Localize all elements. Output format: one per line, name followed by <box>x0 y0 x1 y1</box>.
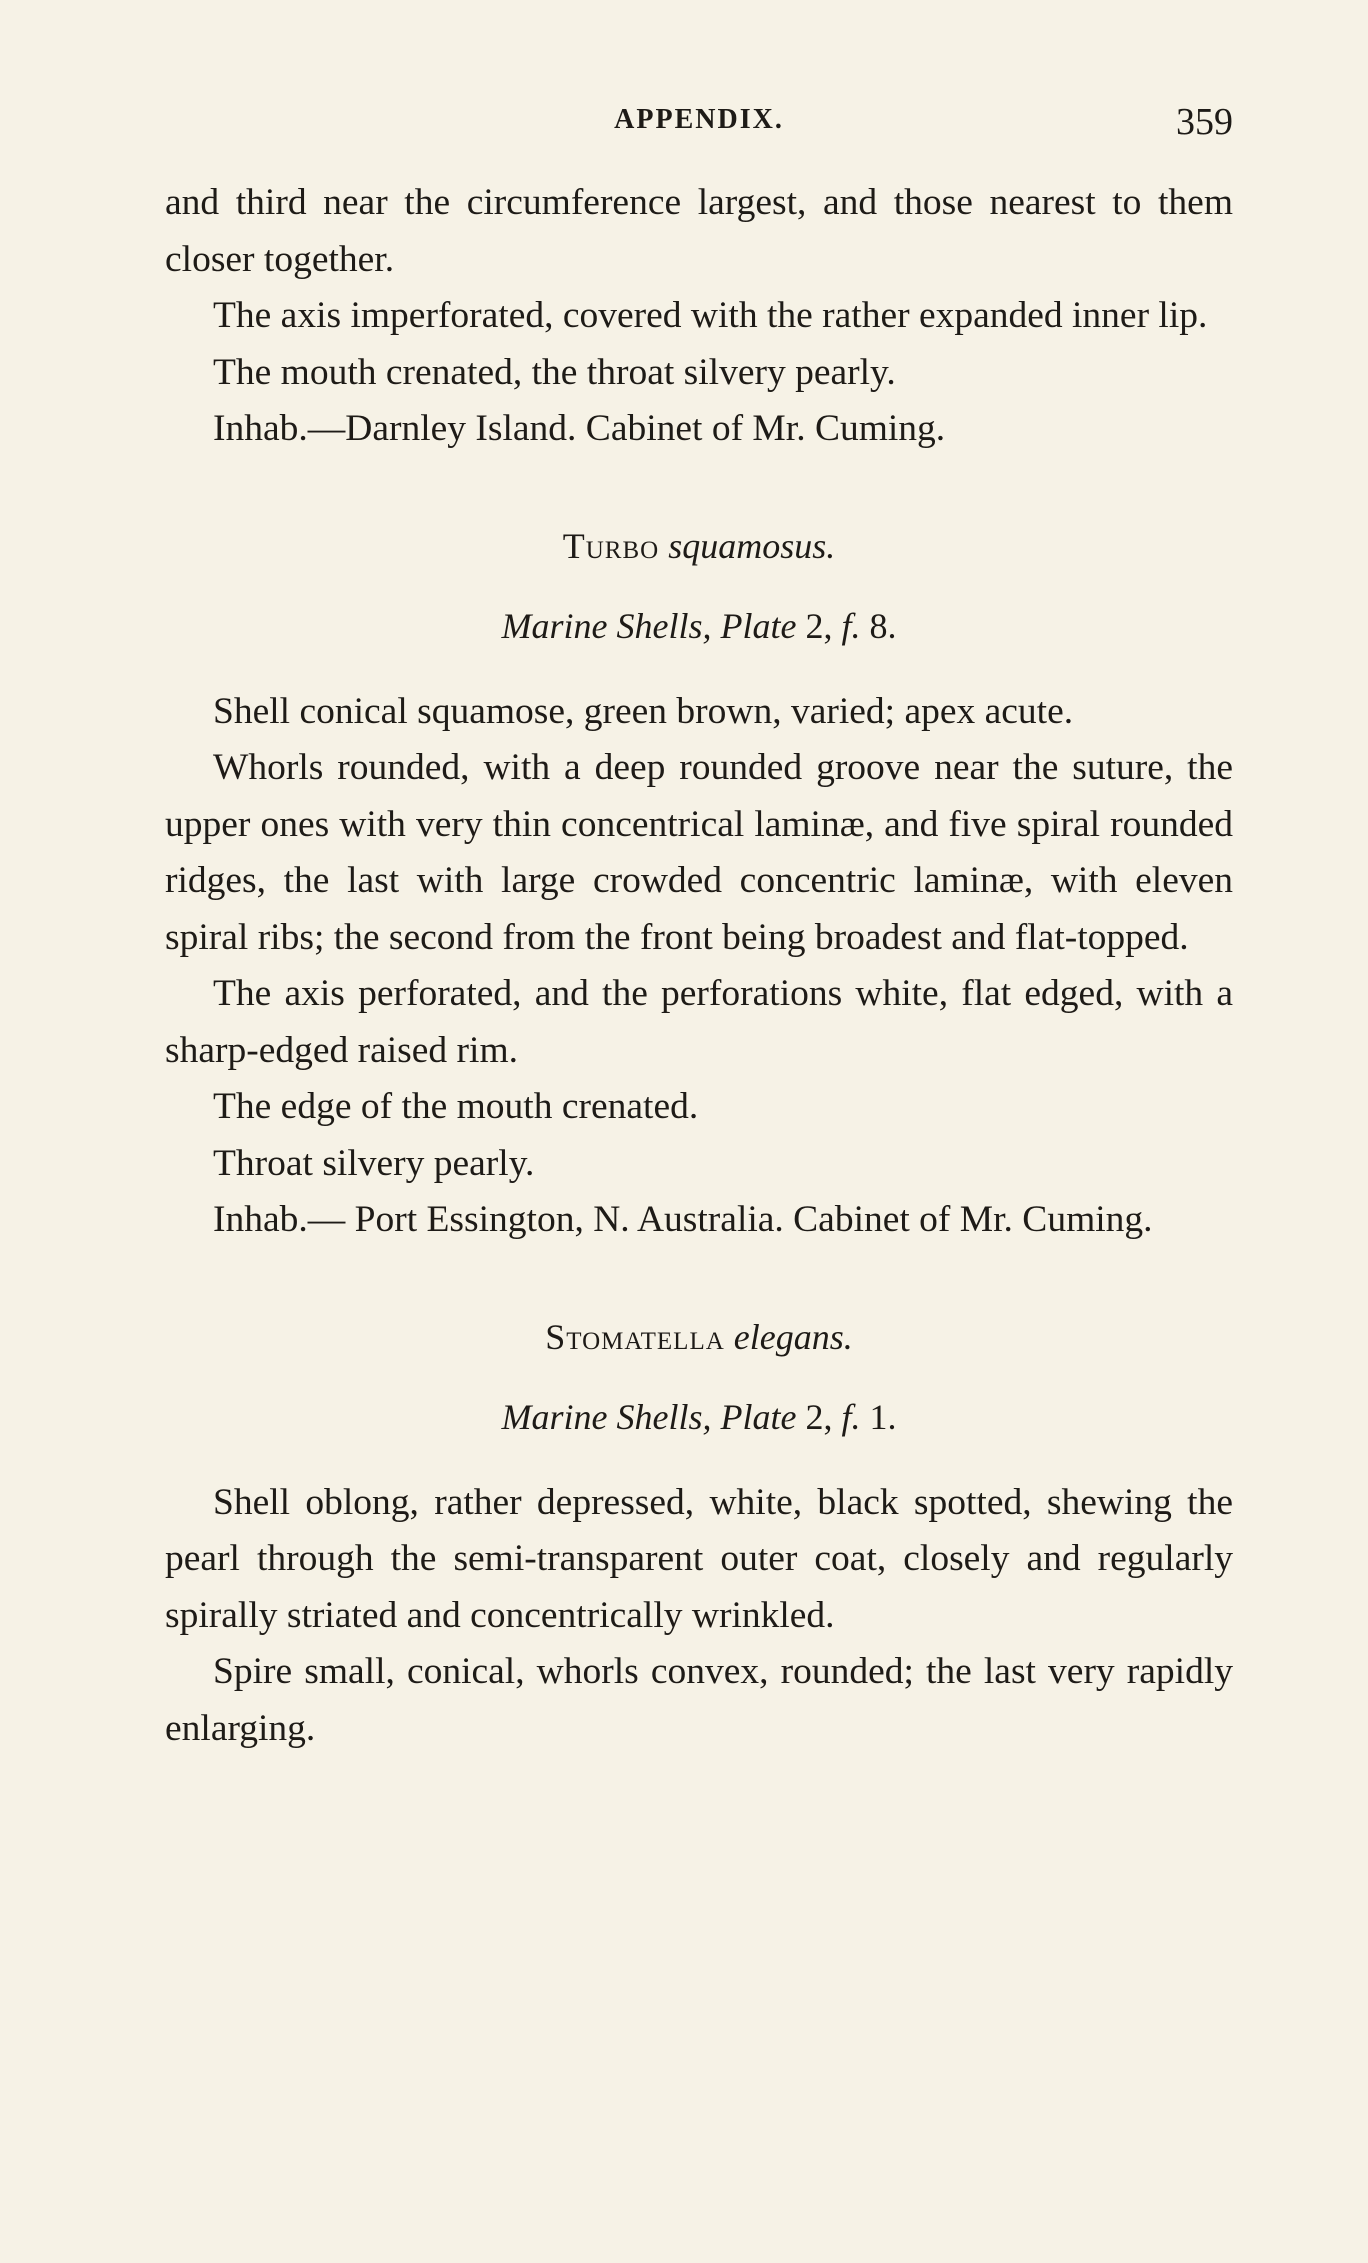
paragraph: The mouth crenated, the throat silvery pearly. <box>213 351 896 393</box>
paragraph: The edge of the mouth crenated. <box>213 1086 699 1127</box>
plate-reference <box>165 1389 1233 1445</box>
paragraph: The axis imperforated, covered with the rather expanded inner lip. <box>213 295 1208 336</box>
figure-number: 8. <box>869 605 897 646</box>
paragraph: Whorls rounded, with a deep rounded groove near the suture, the upper ones with very thin concentrical laminæ, and five spiral rounded ridges, the last with large crowded concentric laminæ, with eleven spiral ribs; the second from the front being broadest and flat-topped. <box>165 747 1233 958</box>
genus-name: Turbo <box>562 525 660 566</box>
body-text <box>165 175 1233 1757</box>
plate-ref-text: Marine Shells, Plate <box>501 605 797 646</box>
paragraph: Throat silvery pearly. <box>213 1142 535 1184</box>
plate-number: 2, <box>805 1396 833 1437</box>
plate-ref-text: Marine Shells, Plate <box>501 1396 797 1437</box>
species-name: squamosus. <box>668 525 836 566</box>
page-number: 359 <box>1176 101 1233 143</box>
plate-number: 2, <box>805 605 833 646</box>
paragraph: and third near the circumference largest, and those nearest to them closer together. <box>165 182 1233 280</box>
figure-abbrev: f. <box>841 605 861 646</box>
paragraph: Inhab.—Darnley Island. Cabinet of Mr. Cuming. <box>213 408 946 449</box>
paragraph: Spire small, conical, whorls convex, rounded; the last very rapidly enlarging. <box>165 1651 1233 1749</box>
figure-abbrev: f. <box>841 1396 861 1437</box>
paragraph: Inhab.— Port Essington, N. Australia. Cabinet of Mr. Cuming. <box>213 1199 1153 1240</box>
paragraph: Shell conical squamose, green brown, varied; apex acute. <box>213 690 1074 732</box>
species-heading-stomatella <box>165 1309 1233 1365</box>
plate-reference <box>165 598 1233 654</box>
species-name: elegans. <box>733 1316 853 1357</box>
species-heading-turbo <box>165 518 1233 574</box>
page-header <box>165 101 1233 154</box>
genus-name: Stomatella <box>545 1316 725 1357</box>
figure-number: 1. <box>869 1396 897 1437</box>
running-title: APPENDIX. <box>614 104 784 135</box>
paragraph: Shell oblong, rather depressed, white, black spotted, shewing the pearl through the semi-transparent outer coat, closely and regularly spirally striated and concentrically wrinkled. <box>165 1481 1233 1636</box>
paragraph: The axis perforated, and the perforations white, flat edged, with a sharp-edged raised rim. <box>165 973 1233 1071</box>
